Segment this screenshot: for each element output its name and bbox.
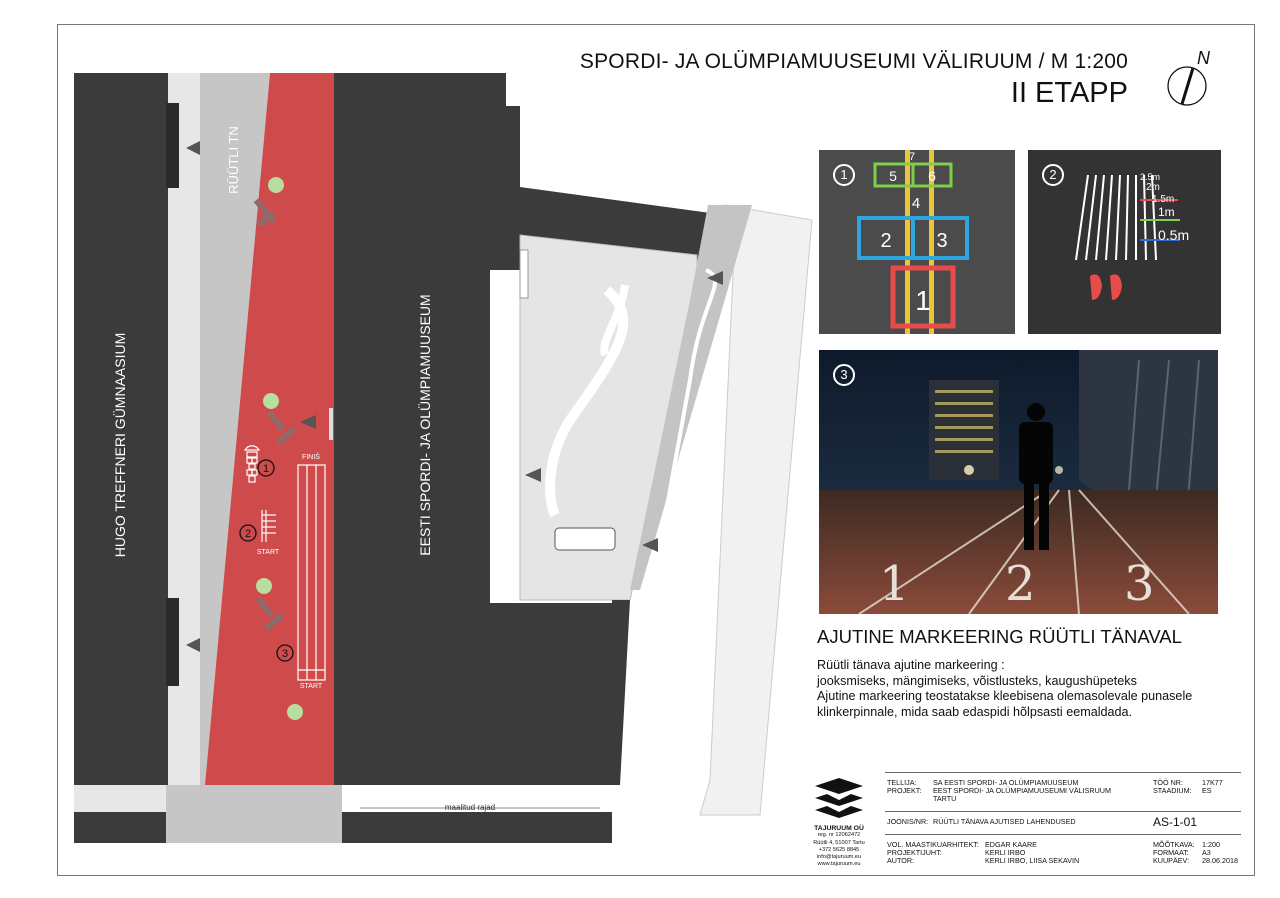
svg-text:6: 6 (928, 168, 936, 184)
job-number-value: 17K77 (1202, 778, 1223, 787)
svg-text:2: 2 (1005, 556, 1036, 612)
company-name: TAJURUUM OÜ (814, 825, 864, 833)
tree (256, 578, 272, 594)
client-value: SA EESTI SPORDI- JA OLÜMPIAMUUSEUM (933, 778, 1079, 787)
company-reg: reg. nr 12062472 (817, 832, 861, 839)
company-web: www.tajuruum.eu (817, 861, 861, 868)
company-email: info@tajuruum.eu (816, 854, 862, 861)
gate (329, 408, 333, 440)
painted-lanes-label: maalitud rajad (444, 803, 496, 812)
svg-text:3: 3 (1124, 556, 1155, 612)
night-track-illustration (819, 350, 1218, 614)
job-number-label: TÖÖ NR: (1153, 778, 1183, 787)
date-value: 28.06.2018 (1202, 856, 1238, 865)
parked-car (555, 528, 615, 550)
start-label-lanes: START (299, 683, 323, 690)
date-label: KUUPÄEV: (1153, 856, 1190, 865)
photo-badge-1: 1 (833, 164, 855, 186)
company-phone: +372 5625 8845 (818, 846, 860, 853)
title-block-drawing-row (885, 812, 1241, 835)
svg-text:2: 2 (880, 230, 892, 252)
description-line: Ajutine markeering teostatakse kleebisena olemasolevale punasele (817, 689, 1193, 703)
svg-text:5: 5 (889, 168, 897, 184)
company-address: Rüütli 4, 51007 Tartu (813, 839, 865, 846)
tree (268, 177, 284, 193)
drawing-number: AS-1-01 (1153, 815, 1198, 829)
format-label: FORMAAT: (1153, 848, 1189, 857)
title-block-authors-row (885, 835, 1241, 867)
tajuruum-logo-icon (811, 776, 867, 818)
left-sidewalk (168, 73, 200, 843)
tree (287, 704, 303, 720)
svg-text:1.5m: 1.5m (1152, 194, 1175, 205)
author-value: KERLI IRBO, LIISA SEKAVIN (985, 856, 1080, 865)
museum-label: EESTI SPORDI- JA OLÜMPIAMUUSEUM (417, 294, 433, 556)
architect-label: VOL. MAASTIKUARHITEKT: (887, 840, 979, 849)
north-arrow-icon (1165, 46, 1215, 112)
drawing-label: JOONIS/NR: (887, 817, 929, 826)
finish-label: FINIŠ (302, 454, 320, 461)
photo-night-track (819, 350, 1218, 614)
project-manager-label: PROJEKTIJUHT: (887, 848, 942, 857)
description-line: jooksmiseks, mängimiseks, võistlusteks, kaugushüpeteks (817, 673, 1137, 688)
stage-value: ES (1202, 786, 1212, 795)
architect-value: EDGAR KAARE (985, 840, 1037, 849)
tree (263, 393, 279, 409)
company-logo-block (808, 776, 870, 876)
title-block-client-row (885, 773, 1241, 812)
author-label: AUTOR: (887, 856, 915, 865)
left-building-entrance-top (166, 103, 179, 188)
sheet-title: SPORDI- JA OLÜMPIAMUUSEUMI VÄLIRUUM / M 1:200 (579, 50, 1128, 73)
street-label: RÜÜTLI TN (226, 126, 241, 194)
svg-text:1: 1 (915, 285, 931, 316)
project-manager-value: KERLI IRBO (985, 848, 1026, 857)
start-label-long-jump: START (256, 549, 280, 556)
scale-label: MÕÕTKAVA: (1153, 840, 1195, 849)
svg-text:2m: 2m (1146, 182, 1160, 193)
project-label: PROJEKT: (887, 786, 922, 795)
sheet-stage: II ETAPP (1010, 77, 1128, 109)
section-title: AJUTINE MARKEERING RÜÜTLI TÄNAVAL (817, 626, 1182, 647)
courtyard-edge (612, 600, 630, 785)
photo-long-jump (1028, 150, 1221, 334)
description-line: Rüütli tänava ajutine markeering : (817, 658, 1005, 672)
scale-value: 1:200 (1202, 840, 1220, 849)
svg-text:1m: 1m (1158, 205, 1175, 219)
project-city: TARTU (933, 794, 957, 803)
drawing-value: RÜÜTLI TÄNAVA AJUTISED LAHENDUSED (933, 817, 1076, 826)
marker-1-label: 1 (262, 463, 270, 475)
format-value: A3 (1202, 848, 1211, 857)
photo-badge-2: 2 (1042, 164, 1064, 186)
client-label: TELLIJA: (887, 778, 917, 787)
svg-text:2.5m: 2.5m (1140, 172, 1161, 182)
left-building-entrance-bottom (166, 598, 179, 686)
photo-badge-3: 3 (833, 364, 855, 386)
left-building-label: HUGO TREFFNERI GÜMNAASIUM (112, 332, 128, 558)
bottom-building (342, 812, 612, 843)
section-description (817, 658, 1227, 720)
svg-text:1: 1 (879, 556, 910, 612)
marker-2-label: 2 (244, 528, 252, 540)
svg-text:3: 3 (936, 230, 948, 252)
photo-hopscotch (819, 150, 1015, 334)
courtyard-bench (520, 250, 528, 298)
bottom-street (166, 785, 342, 843)
marker-3-label: 3 (281, 648, 289, 660)
stage-label: STAADIUM: (1153, 786, 1192, 795)
svg-text:0.5m: 0.5m (1158, 227, 1190, 243)
project-value: EEST SPORDI- JA OLÜMPIAMUUSEUMI VÄLISRUUM (933, 786, 1111, 795)
svg-text:7: 7 (908, 151, 916, 163)
bottom-left-building (74, 812, 166, 843)
title-block (885, 772, 1241, 867)
svg-text:4: 4 (911, 195, 921, 212)
svg-text:N: N (1197, 48, 1210, 68)
description-line: klinkerpinnale, mida saab edaspidi hõlpsasti eemaldada. (817, 704, 1133, 719)
